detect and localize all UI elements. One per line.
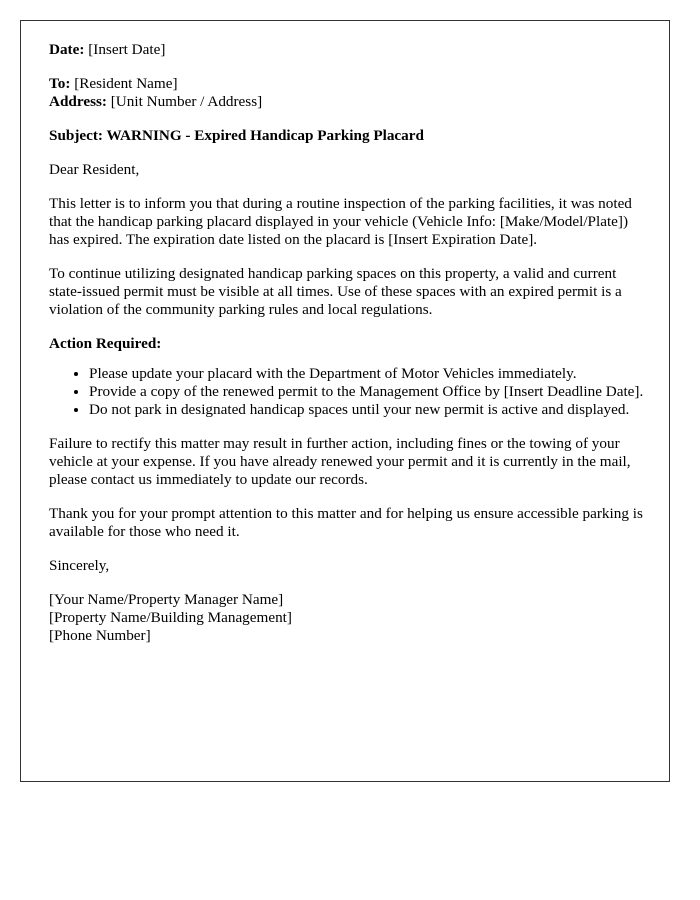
body-paragraph-thanks: Thank you for your prompt attention to this matter and for helping us ensure accessible parking is available for those who need it. bbox=[49, 505, 643, 540]
subject-label: Subject: bbox=[49, 127, 103, 144]
subject-value: WARNING - Expired Handicap Parking Placard bbox=[106, 127, 424, 144]
signature-organization: [Property Name/Building Management] bbox=[49, 609, 292, 626]
subject-line bbox=[49, 127, 649, 145]
signature-phone: [Phone Number] bbox=[49, 627, 151, 644]
to-line bbox=[49, 75, 649, 93]
body-paragraph-requirement: To continue utilizing designated handicap parking spaces on this property, a valid and current state-issued permit must be visible at all times. Use of these spaces with an expired permit is a violation of the community parking rules and local regulations. bbox=[49, 265, 622, 318]
action-item-update-placard: • Please update your placard with the Department of Motor Vehicles immediately. bbox=[89, 365, 649, 383]
address-line bbox=[49, 93, 649, 111]
body-paragraph-consequences: Failure to rectify this matter may result in further action, including fines or the towing of your vehicle at your expense. If you have already renewed your permit and it is currently in the mail, please contact us immediately to update our records. bbox=[49, 435, 631, 488]
signature-block bbox=[49, 591, 649, 645]
address-value: [Unit Number / Address] bbox=[110, 93, 263, 110]
salutation: Dear Resident, bbox=[49, 161, 140, 178]
action-item-provide-copy: • Provide a copy of the renewed permit to the Management Office by [Insert Deadline Date]. bbox=[89, 383, 649, 401]
signature-name: [Your Name/Property Manager Name] bbox=[49, 591, 284, 608]
to-label: To: bbox=[49, 75, 71, 92]
address-label: Address: bbox=[49, 93, 107, 110]
sign-off: Sincerely, bbox=[49, 557, 110, 574]
recipient-block bbox=[49, 75, 649, 111]
letter-container bbox=[20, 20, 670, 782]
action-list bbox=[49, 365, 649, 419]
date-line bbox=[49, 41, 649, 59]
date-label: Date: bbox=[49, 41, 85, 58]
to-value: [Resident Name] bbox=[74, 75, 178, 92]
action-required-heading: Action Required: bbox=[49, 335, 162, 352]
date-value: [Insert Date] bbox=[88, 41, 166, 58]
action-item-do-not-park: • Do not park in designated handicap spaces until your new permit is active and displayed. bbox=[89, 401, 649, 419]
body-paragraph-inspection: This letter is to inform you that during a routine inspection of the parking facilities, it was noted that the handicap parking placard displayed in your vehicle (Vehicle Info: [Make/Model/Plate]) has expired. The expiration date listed on the placard is [Insert Expiration Date]. bbox=[49, 195, 632, 248]
